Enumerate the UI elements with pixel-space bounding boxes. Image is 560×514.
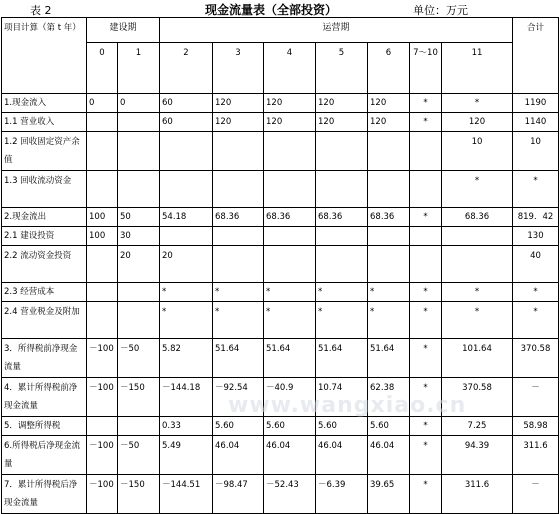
header-year: 3 (213, 43, 264, 94)
table-cell: 120 (368, 113, 410, 132)
table-row (2, 339, 559, 378)
table-cell: * (316, 283, 368, 302)
table-cell (442, 246, 513, 283)
table-row (2, 94, 559, 113)
table-cell: * (410, 417, 442, 436)
table-cell (213, 132, 264, 171)
table-cell (410, 132, 442, 171)
table-cell (87, 246, 118, 283)
table-cell: 370.58 (513, 339, 559, 378)
row-label: 2.4 营业税金及附加 (2, 302, 87, 339)
table-cell: －52.43 (264, 475, 316, 514)
header-year: 0 (87, 43, 118, 94)
table-cell (410, 246, 442, 283)
table-cell (264, 171, 316, 208)
table-cell (87, 171, 118, 208)
table-cell: －144.18 (160, 378, 213, 417)
table-cell (368, 171, 410, 208)
table-cell (87, 283, 118, 302)
table-cell: －100 (87, 339, 118, 378)
table-cell: 311.6 (442, 475, 513, 514)
table-cell: －150 (118, 475, 160, 514)
table-cell: 51.64 (213, 339, 264, 378)
table-cell (368, 246, 410, 283)
header-item: 项目计算（第 t 年） (2, 18, 87, 94)
header-year: 4 (264, 43, 316, 94)
header-year: 11 (442, 43, 513, 94)
table-cell: * (442, 94, 513, 113)
table-cell: 46.04 (213, 436, 264, 475)
table-cell: 120 (316, 94, 368, 113)
table-cell: － (513, 475, 559, 514)
table-cell (118, 302, 160, 339)
header-operation: 运营期 (160, 18, 513, 43)
table-number: 表 2 (30, 4, 52, 17)
table-cell: 101.64 (442, 339, 513, 378)
table-cell: －98.47 (213, 475, 264, 514)
table-cell (118, 417, 160, 436)
table-cell: * (264, 302, 316, 339)
table-cell: 68.36 (316, 208, 368, 227)
table-cell: * (513, 171, 559, 208)
row-label: 7．累计所得税后净现金流量 (2, 475, 87, 514)
table-cell: * (410, 436, 442, 475)
table-cell: －50 (118, 339, 160, 378)
row-label: 2.1 建设投资 (2, 227, 87, 246)
table-row (2, 132, 559, 171)
table-row (2, 475, 559, 514)
table-row (2, 302, 559, 339)
table-cell (264, 246, 316, 283)
table-cell (213, 227, 264, 246)
table-row (2, 378, 559, 417)
table-row (2, 227, 559, 246)
table-cell: 10 (442, 132, 513, 171)
table-cell: * (410, 283, 442, 302)
table-cell: 1190 (513, 94, 559, 113)
table-row (2, 208, 559, 227)
header-construction: 建设期 (87, 18, 160, 43)
table-cell (87, 132, 118, 171)
table-cell: 5.60 (213, 417, 264, 436)
table-row (2, 246, 559, 283)
table-cell: 20 (118, 246, 160, 283)
table-cell (160, 227, 213, 246)
table-cell: * (410, 378, 442, 417)
table-cell: * (410, 94, 442, 113)
row-label: 2.现金流出 (2, 208, 87, 227)
table-cell: 10.74 (316, 378, 368, 417)
table-cell: * (410, 339, 442, 378)
table-cell: 120 (368, 94, 410, 113)
table-row (2, 417, 559, 436)
table-cell (87, 302, 118, 339)
table-cell: －144.51 (160, 475, 213, 514)
table-cell: 819．42 (513, 208, 559, 227)
table-cell: * (410, 475, 442, 514)
table-cell: 5.60 (316, 417, 368, 436)
table-cell (410, 171, 442, 208)
table-cell: 0.33 (160, 417, 213, 436)
table-cell: * (368, 302, 410, 339)
header-year: 1 (118, 43, 160, 94)
watermark: www.wangxiao.cn (228, 393, 467, 418)
table-cell (118, 283, 160, 302)
table-cell: 100 (87, 227, 118, 246)
table-cell: 54.18 (160, 208, 213, 227)
table-cell: * (442, 171, 513, 208)
table-cell: 120 (264, 94, 316, 113)
table-cell: * (213, 302, 264, 339)
table-cell: 46.04 (264, 436, 316, 475)
table-cell: 68.36 (264, 208, 316, 227)
row-label: 2.3 经营成本 (2, 283, 87, 302)
row-label: 4．累计所得税前净现金流量 (2, 378, 87, 417)
table-cell: * (160, 302, 213, 339)
table-cell (160, 132, 213, 171)
row-label: 6.所得税后净现金流量 (2, 436, 87, 475)
table-cell: * (410, 302, 442, 339)
table-cell (87, 417, 118, 436)
table-cell: * (316, 302, 368, 339)
table-cell: * (410, 208, 442, 227)
table-cell: 50 (118, 208, 160, 227)
table-cell: 68.36 (213, 208, 264, 227)
table-cell (87, 113, 118, 132)
table-cell (264, 132, 316, 171)
table-cell: * (410, 113, 442, 132)
table-cell: 68.36 (442, 208, 513, 227)
table-cell (264, 227, 316, 246)
table-cell: * (442, 283, 513, 302)
row-label: 5．调整所得税 (2, 417, 87, 436)
header-year: 5 (316, 43, 368, 94)
table-cell: 51.64 (264, 339, 316, 378)
table-cell: 10 (513, 132, 559, 171)
table-cell: 40 (513, 246, 559, 283)
table-cell: －6.39 (316, 475, 368, 514)
table-cell: 51.64 (316, 339, 368, 378)
table-cell: 62.38 (368, 378, 410, 417)
table-row (2, 113, 559, 132)
table-cell: 120 (213, 94, 264, 113)
table-cell: * (368, 283, 410, 302)
table-row (2, 283, 559, 302)
table-cell (442, 227, 513, 246)
table-cell: 58.98 (513, 417, 559, 436)
table-cell: 30 (118, 227, 160, 246)
row-label: 3．所得税前净现金流量 (2, 339, 87, 378)
table-cell (316, 227, 368, 246)
table-cell (160, 171, 213, 208)
table-cell: 130 (513, 227, 559, 246)
table-cell (316, 246, 368, 283)
table-cell: * (213, 283, 264, 302)
row-label: 1.3 回收流动资金 (2, 171, 87, 208)
table-cell: 120 (213, 113, 264, 132)
table-cell (368, 132, 410, 171)
table-cell (118, 113, 160, 132)
table-row (2, 171, 559, 208)
table-row (2, 436, 559, 475)
table-cell (213, 246, 264, 283)
table-cell (368, 227, 410, 246)
table-cell: －100 (87, 475, 118, 514)
table-cell: 94.39 (442, 436, 513, 475)
table-cell: 20 (160, 246, 213, 283)
table-cell: 5.82 (160, 339, 213, 378)
table-cell: 51.64 (368, 339, 410, 378)
table-cell: 120 (264, 113, 316, 132)
table-cell (118, 171, 160, 208)
table-cell: 46.04 (316, 436, 368, 475)
table-cell: 100 (87, 208, 118, 227)
header-total: 合计 (513, 18, 559, 94)
table-cell: 0 (118, 94, 160, 113)
table-cell: 60 (160, 94, 213, 113)
table-cell: －100 (87, 436, 118, 475)
table-cell: 5.49 (160, 436, 213, 475)
table-cell: 39.65 (368, 475, 410, 514)
table-cell: * (442, 302, 513, 339)
table-cell: 370.58 (442, 378, 513, 417)
table-cell: 5.60 (264, 417, 316, 436)
table-cell: －100 (87, 378, 118, 417)
unit-label: 单位：万元 (413, 4, 468, 17)
table-cell (118, 132, 160, 171)
header-year: 7～10 (410, 43, 442, 94)
table-cell: － (513, 378, 559, 417)
table-cell: 60 (160, 113, 213, 132)
table-title: 现金流量表（全部投资） (205, 3, 338, 17)
cash-flow-table (1, 17, 559, 514)
row-label: 1.现金流入 (2, 94, 87, 113)
table-cell: * (513, 302, 559, 339)
table-cell: * (160, 283, 213, 302)
table-cell: 0 (87, 94, 118, 113)
table-cell: 120 (442, 113, 513, 132)
table-cell (316, 171, 368, 208)
table-cell: 1140 (513, 113, 559, 132)
header-year: 6 (368, 43, 410, 94)
table-cell: * (264, 283, 316, 302)
table-cell (316, 132, 368, 171)
table-cell (410, 227, 442, 246)
table-cell: 120 (316, 113, 368, 132)
table-cell: －50 (118, 436, 160, 475)
table-cell: 5.60 (368, 417, 410, 436)
table-cell: －92.54 (213, 378, 264, 417)
table-cell: 7.25 (442, 417, 513, 436)
header-year: 2 (160, 43, 213, 94)
row-label: 2.2 流动资金投资 (2, 246, 87, 283)
table-cell: 311.6 (513, 436, 559, 475)
table-caption (0, 0, 560, 17)
table-cell: －40.9 (264, 378, 316, 417)
table-cell (213, 171, 264, 208)
table-cell: * (513, 283, 559, 302)
row-label: 1.1 营业收入 (2, 113, 87, 132)
row-label: 1.2 回收固定资产余值 (2, 132, 87, 171)
table-cell: 46.04 (368, 436, 410, 475)
header-row-1 (2, 18, 559, 43)
table-cell: 68.36 (368, 208, 410, 227)
table-cell: －150 (118, 378, 160, 417)
